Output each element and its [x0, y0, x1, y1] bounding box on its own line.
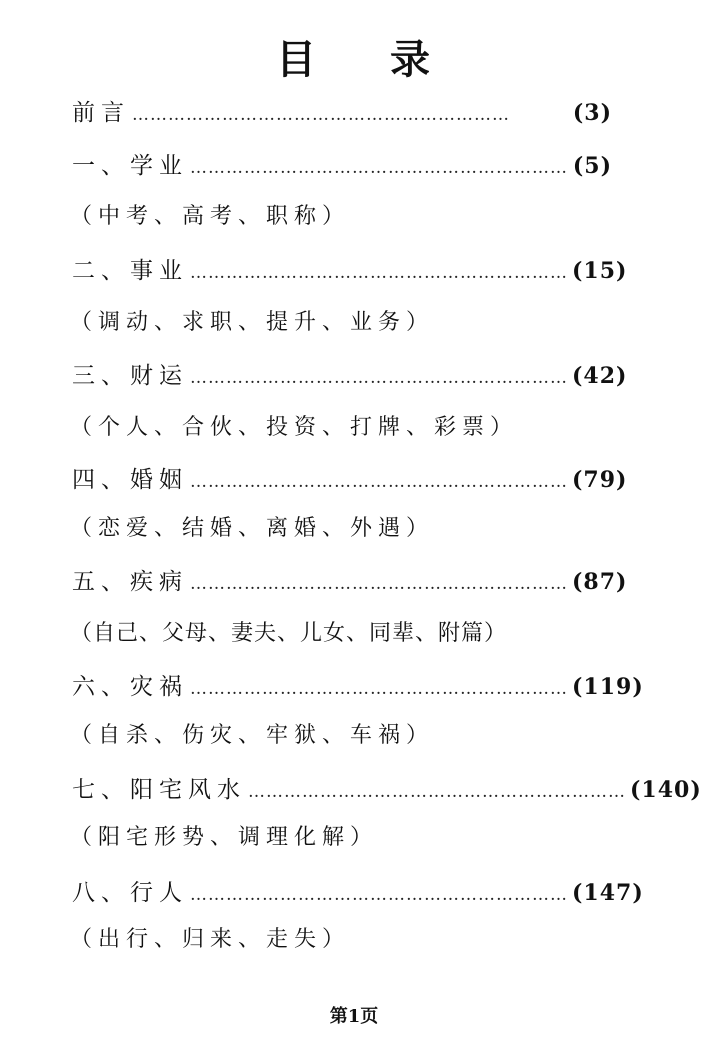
toc-entry-preface[interactable] — [72, 94, 612, 130]
toc-subtopics: （自己、父母、妻夫、儿女、同辈、附篇） — [70, 621, 508, 646]
toc-entry-fortune[interactable] — [72, 357, 628, 393]
toc-leader-dots: ……………………………………………………… — [190, 574, 568, 594]
toc-entry-label: 一、学业 — [72, 153, 188, 179]
toc-entry-fengshui[interactable] — [72, 771, 702, 807]
toc-subtopics: （恋爱、结婚、离婚、外遇） — [70, 516, 435, 541]
toc-page-number: (15) — [572, 258, 628, 284]
toc-entry-travelers[interactable] — [72, 874, 644, 910]
toc-entry-marriage[interactable] — [72, 461, 628, 497]
toc-leader-dots: ……………………………………………………… — [190, 158, 568, 178]
toc-subtopics: （中考、高考、职称） — [70, 204, 351, 229]
toc-leader-dots: ……………………………………………………… — [132, 105, 510, 125]
toc-subtopics: （调动、求职、提升、业务） — [70, 310, 435, 335]
toc-page-number: (79) — [572, 467, 628, 493]
toc-entry-studies[interactable] — [72, 147, 612, 183]
toc-page-number: (140) — [630, 777, 702, 803]
toc-subtopics: （阳宅形势、调理化解） — [70, 825, 379, 850]
toc-leader-dots: ……………………………………………………… — [190, 679, 568, 699]
toc-entry-label: 七、阳宅风水 — [72, 777, 246, 803]
toc-entry-illness[interactable] — [72, 563, 628, 599]
toc-entry-label: 八、行人 — [72, 880, 188, 906]
toc-leader-dots: ……………………………………………………… — [190, 368, 568, 388]
toc-page-number: (147) — [572, 880, 644, 906]
toc-entry-label: 六、灾祸 — [72, 674, 188, 700]
toc-entry-label: 前言 — [72, 100, 130, 126]
toc-leader-dots: ……………………………………………………… — [190, 263, 568, 283]
toc-page-number: (5) — [572, 153, 612, 179]
title-char-2: 录 — [390, 37, 432, 83]
title-char-1: 目 — [276, 37, 318, 83]
page-footer: 第1页 — [329, 1006, 379, 1027]
page-title — [0, 28, 708, 85]
toc-page-number: (3) — [572, 100, 612, 126]
toc-subtopics: （自杀、伤灾、牢狱、车祸） — [70, 723, 435, 748]
toc-page-number: (42) — [572, 363, 628, 389]
toc-subtopics: （出行、归来、走失） — [70, 927, 351, 952]
toc-entry-label: 四、婚姻 — [72, 467, 188, 493]
toc-leader-dots: ……………………………………………………… — [190, 472, 568, 492]
toc-page-number: (119) — [572, 674, 644, 700]
toc-entry-career[interactable] — [72, 252, 628, 288]
toc-subtopics: （个人、合伙、投资、打牌、彩票） — [70, 415, 519, 440]
toc-leader-dots: ……………………………………………………… — [190, 885, 568, 905]
toc-entry-label: 三、财运 — [72, 363, 188, 389]
toc-entry-disaster[interactable] — [72, 668, 644, 704]
toc-entry-label: 二、事业 — [72, 258, 188, 284]
toc-leader-dots: ……………………………………………………… — [248, 782, 626, 802]
toc-page-number: (87) — [572, 569, 628, 595]
toc-entry-label: 五、疾病 — [72, 569, 188, 595]
